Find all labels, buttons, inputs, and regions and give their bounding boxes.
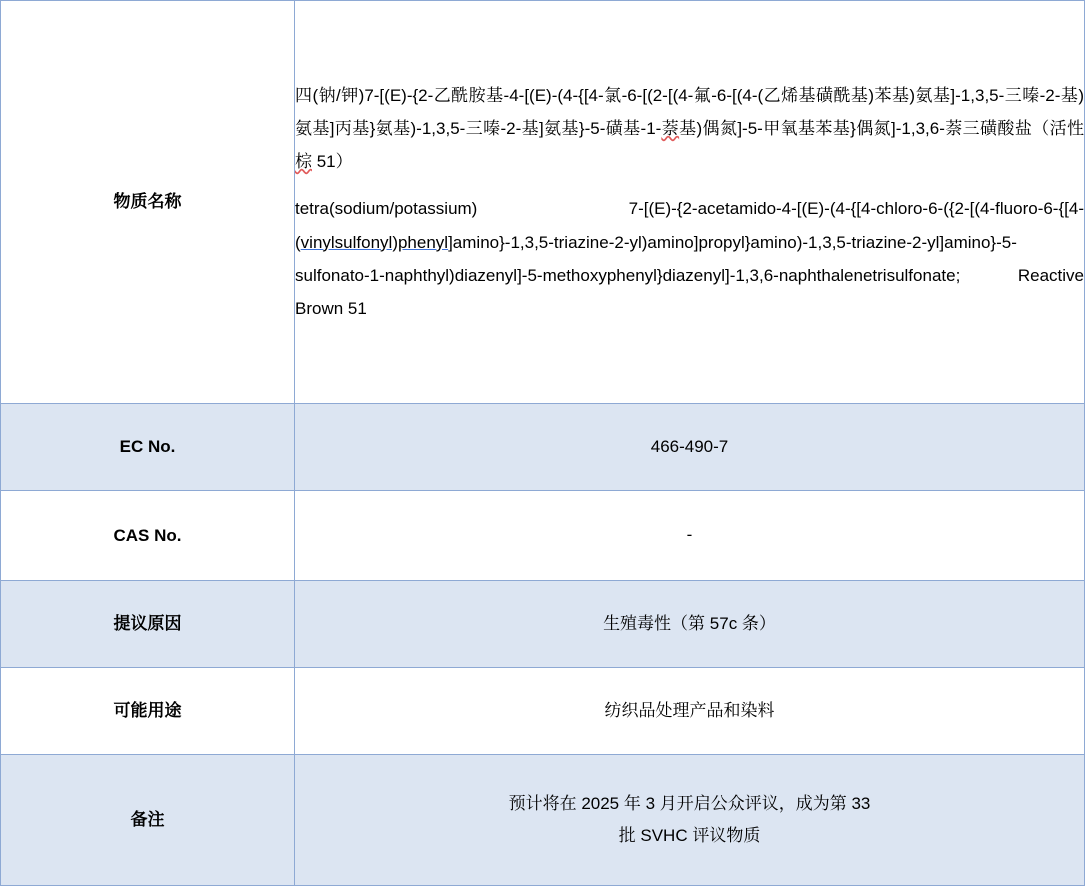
row-value-proposal-reason: 生殖毒性（第 57c 条） <box>295 581 1085 668</box>
row-label-possible-uses: 可能用途 <box>1 668 295 755</box>
row-label-notes: 备注 <box>1 755 295 886</box>
table-row <box>1 491 1085 581</box>
row-value-ec-no: 466-490-7 <box>295 404 1085 491</box>
row-label-cas-no: CAS No. <box>1 491 295 581</box>
row-label-ec-no: EC No. <box>1 404 295 491</box>
table-row <box>1 755 1085 886</box>
table-row <box>1 581 1085 668</box>
notes-line-2: 批 SVHC 评议物质 <box>618 826 761 845</box>
notes-line-1: 预计将在 2025 年 3 月开启公众评议，成为第 33 <box>508 793 871 813</box>
row-value-cas-no: - <box>295 491 1085 581</box>
row-value-substance-name <box>295 1 1085 404</box>
table-row <box>1 668 1085 755</box>
substance-name-chinese: 四(钠/钾)7-[(E)-{2-乙酰胺基-4-[(E)-(4-{[4-氯-6-[(2-[(4-氟-6-[(4-(乙烯基磺酰基)苯基)氨基]-1,3,5-三嗪-2-基)氨基]丙基}氨基)-1,3,5-三嗪-2-基]氨基}-5-磺基-1-萘基)偶氮]-5-甲氧基苯基}偶氮]-1,3,6-萘三磺酸盐（活性棕 51） <box>295 86 1084 172</box>
row-value-notes <box>295 755 1085 886</box>
row-label-proposal-reason: 提议原因 <box>1 581 295 668</box>
table-row <box>1 404 1085 491</box>
substance-name-english: tetra(sodium/potassium) 7-[(E)-{2-acetamido-4-[(E)-(4-{[4-chloro-6-({2-[(4-fluoro-6-{[4-(vinylsulfonyl)phenyl]amino}-1,3,5-triazine-2-yl)amino]propyl}amino)-1,3,5-triazine-2-yl]amino}-5-sulfonato-1-naphthyl)diazenyl]-5-methoxyphenyl}diazenyl]-1,3,6-naphthalenetrisulfonate; Reactive Brown 51 <box>295 199 1084 318</box>
table-row <box>1 1 1085 404</box>
row-value-possible-uses: 纺织品处理产品和染料 <box>295 668 1085 755</box>
row-label-substance-name: 物质名称 <box>1 1 295 404</box>
